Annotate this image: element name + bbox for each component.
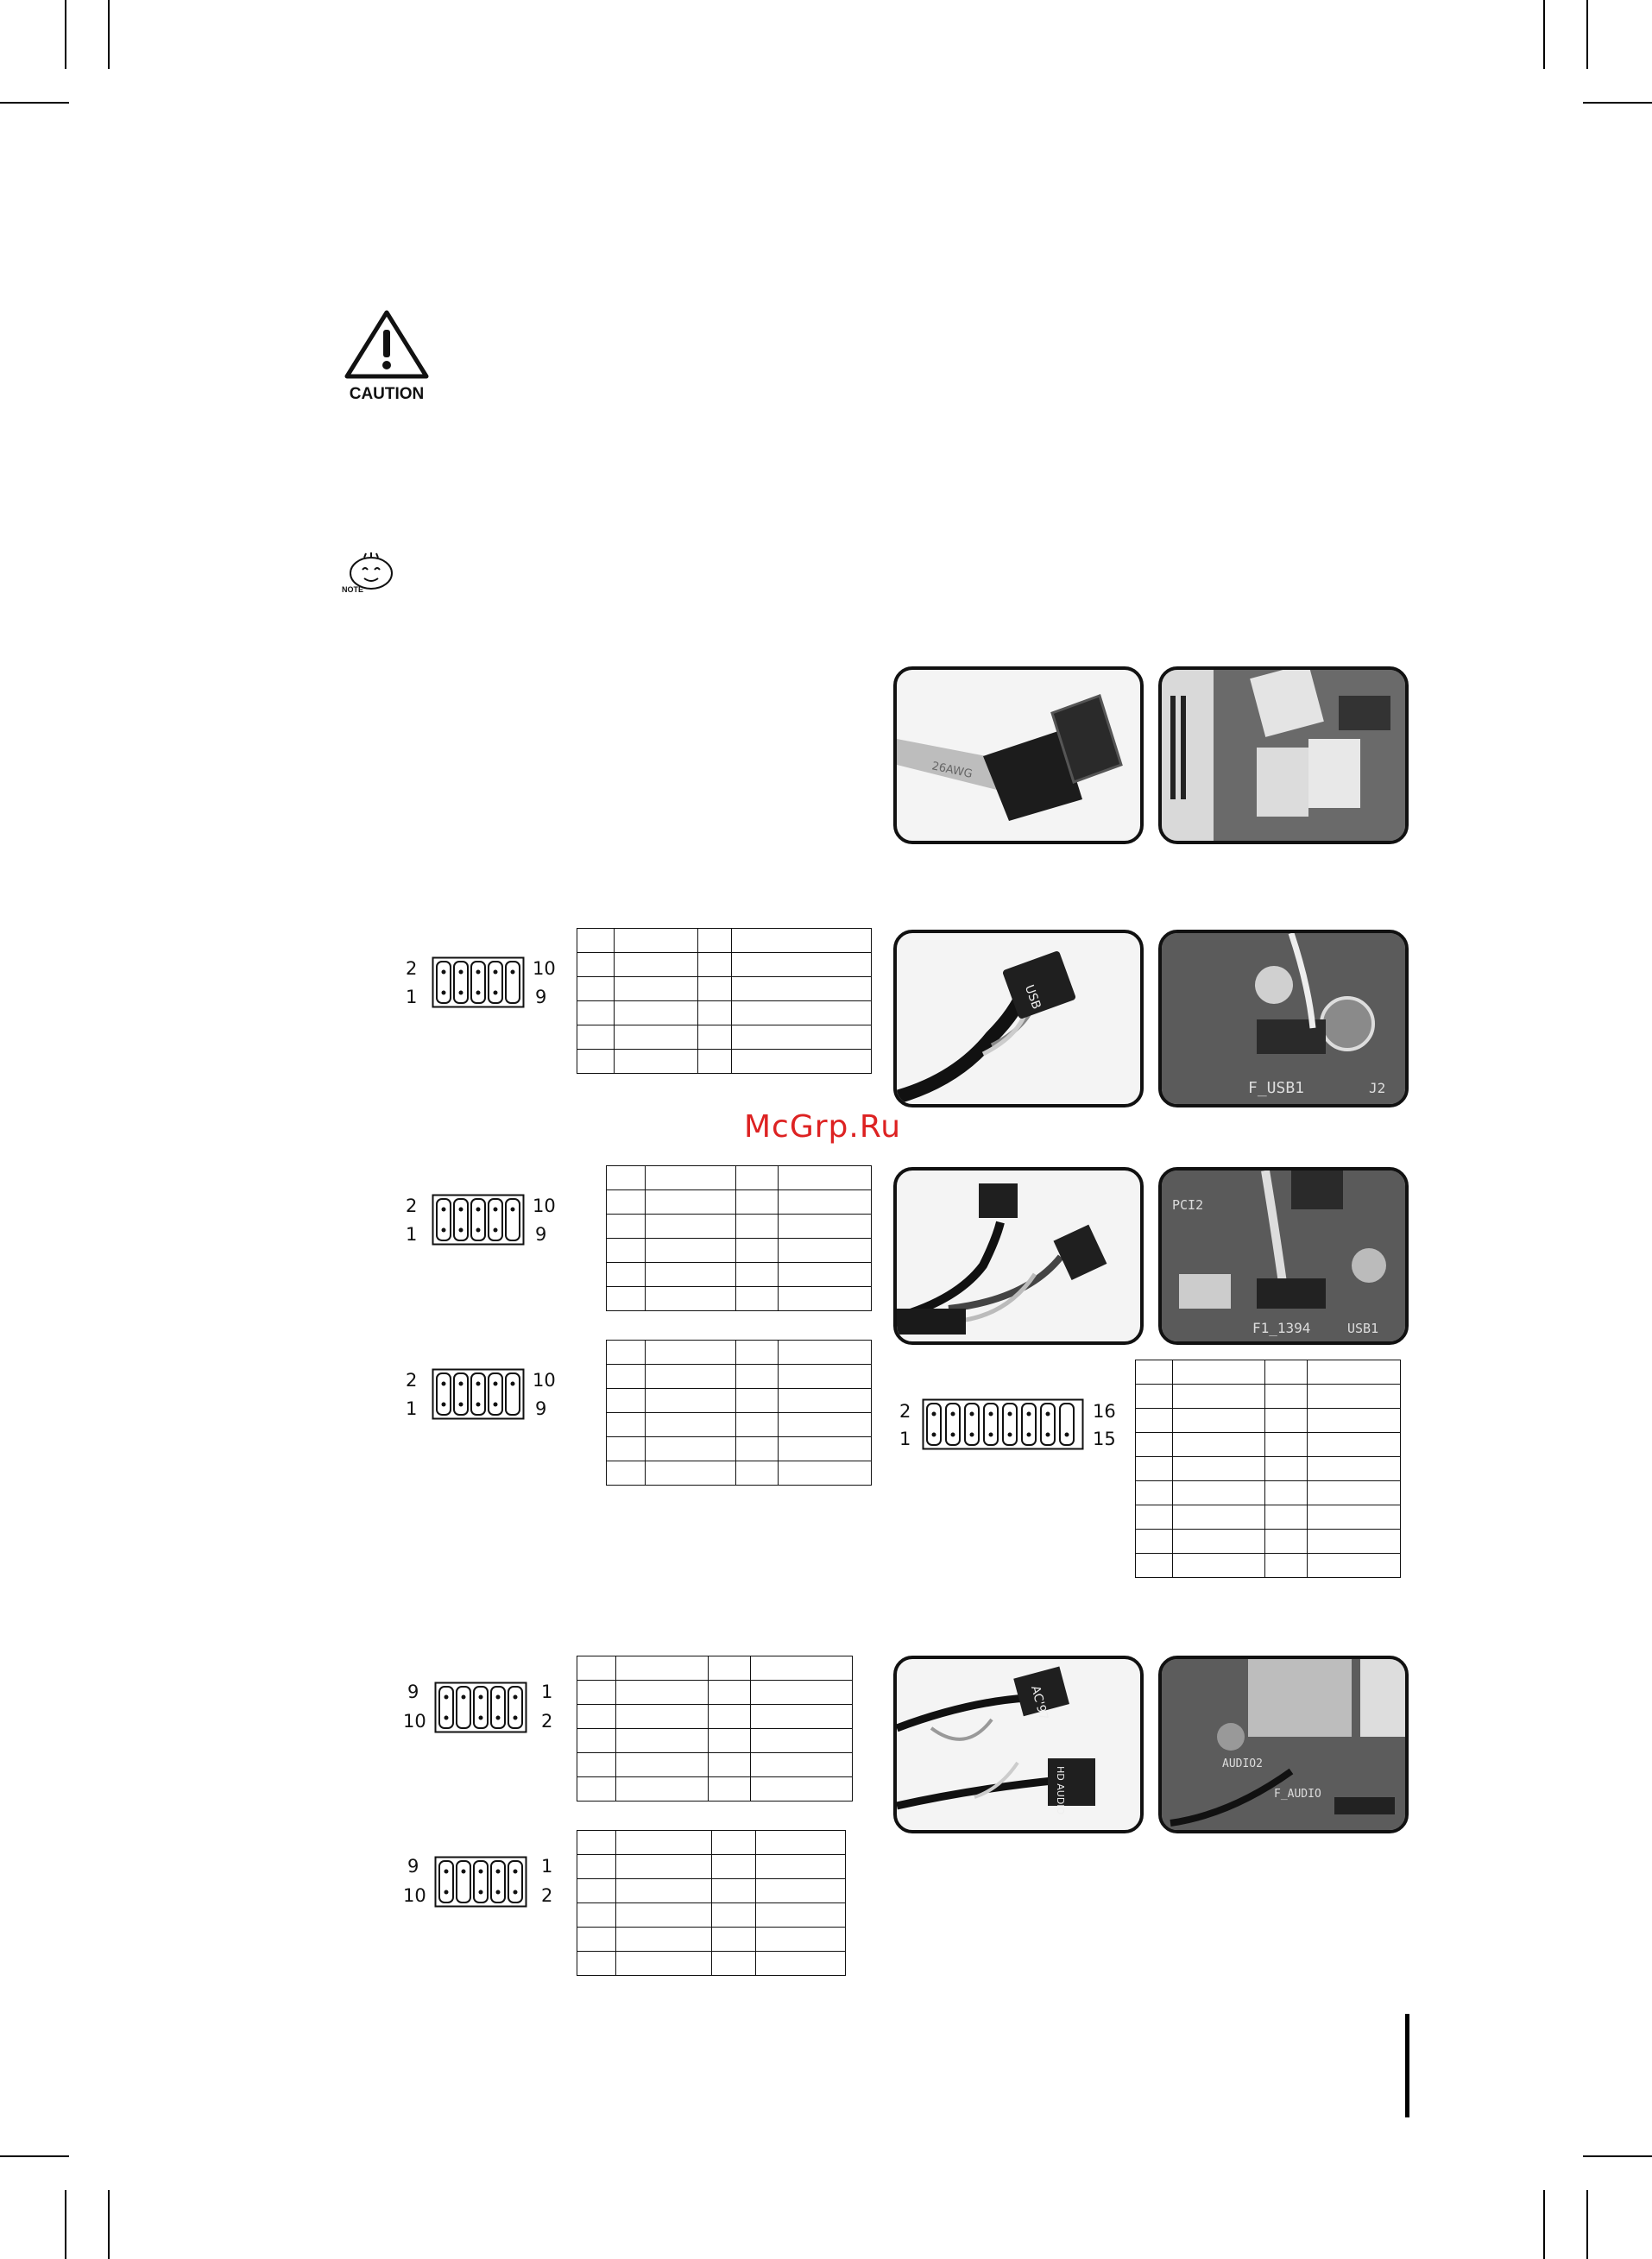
table-row xyxy=(577,1729,853,1753)
f1394-pin-table xyxy=(1135,1360,1401,1578)
audio-a-pin-10: 10 xyxy=(403,1711,426,1732)
crop-mark-bl-v xyxy=(65,2190,66,2259)
audio-a-pin-1: 1 xyxy=(541,1682,553,1702)
audio-board-silk: AUDIO2 xyxy=(1222,1757,1263,1770)
usb-b-pin-1: 1 xyxy=(406,1224,418,1245)
warning-triangle-icon xyxy=(344,309,430,380)
f1394-cable-photo xyxy=(893,1167,1144,1345)
table-row xyxy=(1136,1409,1401,1433)
audio-board-photo xyxy=(1158,1656,1409,1833)
table-row xyxy=(577,1001,872,1025)
table-row xyxy=(1136,1554,1401,1578)
table-row xyxy=(607,1287,872,1311)
note-block xyxy=(338,552,399,600)
crop-mark-tr-v2 xyxy=(1586,0,1588,69)
audio-board-silk-2: F_AUDIO xyxy=(1274,1788,1321,1801)
crop-mark-bl-v2 xyxy=(108,2190,110,2259)
table-row xyxy=(607,1389,872,1413)
table-row xyxy=(577,1656,853,1681)
cable-print-text: 26AWG xyxy=(930,760,974,781)
f1394-pin-16: 16 xyxy=(1093,1401,1116,1422)
table-row xyxy=(1136,1457,1401,1481)
table-row xyxy=(1136,1505,1401,1530)
audio-b-pin-9: 9 xyxy=(407,1856,419,1877)
f1394-board-silk: F1_1394 xyxy=(1252,1320,1311,1336)
audio-cable-photo xyxy=(893,1656,1144,1833)
sata-cable-photo xyxy=(893,666,1144,844)
usb-c-pin-1: 1 xyxy=(406,1398,418,1419)
table-row xyxy=(607,1263,872,1287)
page-edge-bar xyxy=(1405,2014,1409,2117)
audio-b-pin-2: 2 xyxy=(541,1885,553,1906)
table-row xyxy=(607,1215,872,1239)
table-row xyxy=(577,1050,872,1074)
usb-c-pin-2: 2 xyxy=(406,1370,418,1391)
caution-block xyxy=(344,309,430,408)
crop-mark-tl-v2 xyxy=(108,0,110,69)
table-row xyxy=(577,1681,853,1705)
f1394-pin-1: 1 xyxy=(899,1429,911,1449)
table-row xyxy=(577,1753,853,1777)
usb-a-pin-9: 9 xyxy=(535,987,547,1007)
table-row xyxy=(577,1879,846,1903)
table-row xyxy=(1136,1530,1401,1554)
crop-mark-br-v2 xyxy=(1586,2190,1588,2259)
usb-cable-label: USB xyxy=(1021,982,1044,1012)
usb-b-pin-9: 9 xyxy=(535,1224,547,1245)
audio-b-pin-header xyxy=(434,1856,527,1908)
audio-a-pin-9: 9 xyxy=(407,1682,419,1702)
table-row xyxy=(577,977,872,1001)
f1394-board-silk-3: PCI2 xyxy=(1172,1197,1204,1213)
table-row xyxy=(577,953,872,977)
crop-mark-br-v xyxy=(1543,2190,1545,2259)
usb-c-pin-10: 10 xyxy=(533,1370,556,1391)
table-row xyxy=(607,1437,872,1461)
table-row xyxy=(577,1952,846,1976)
table-row xyxy=(1136,1385,1401,1409)
usb-a-pin-table xyxy=(577,928,872,1074)
table-row xyxy=(607,1166,872,1190)
usb-c-pin-table xyxy=(606,1340,872,1486)
table-row xyxy=(1136,1433,1401,1457)
sata-board-photo xyxy=(1158,666,1409,844)
crop-mark-br-h xyxy=(1583,2155,1652,2157)
table-row xyxy=(1136,1481,1401,1505)
usb-a-pin-10: 10 xyxy=(533,958,556,979)
table-row xyxy=(577,1903,846,1928)
f1394-board-photo xyxy=(1158,1167,1409,1345)
watermark: McGrp.Ru xyxy=(744,1109,902,1145)
usb-b-pin-header xyxy=(432,1194,525,1246)
audio-a-pin-header xyxy=(434,1682,527,1733)
crop-mark-tl-v xyxy=(65,0,66,69)
crop-mark-tr-h xyxy=(1583,102,1652,104)
note-label: NOTE xyxy=(342,585,364,594)
usb-board-silk-2: J2 xyxy=(1369,1080,1386,1096)
usb-b-pin-table xyxy=(606,1165,872,1311)
usb-a-pin-header xyxy=(432,956,525,1008)
audio-b-pin-10: 10 xyxy=(403,1885,426,1906)
caution-label: CAUTION xyxy=(349,385,425,403)
table-row xyxy=(1136,1360,1401,1385)
table-row xyxy=(607,1341,872,1365)
table-row xyxy=(607,1239,872,1263)
table-row xyxy=(607,1190,872,1215)
audio-b-pin-1: 1 xyxy=(541,1856,553,1877)
f1394-pin-15: 15 xyxy=(1093,1429,1116,1449)
table-row xyxy=(577,929,872,953)
audio-a-pin-table xyxy=(577,1656,853,1802)
table-row xyxy=(607,1461,872,1486)
audio-b-pin-table xyxy=(577,1830,846,1976)
table-row xyxy=(577,1831,846,1855)
table-row xyxy=(577,1928,846,1952)
table-row xyxy=(577,1777,853,1802)
usb-board-photo xyxy=(1158,930,1409,1107)
crop-mark-tl-h xyxy=(0,102,69,104)
table-row xyxy=(577,1855,846,1879)
usb-b-pin-2: 2 xyxy=(406,1196,418,1216)
usb-c-pin-9: 9 xyxy=(535,1398,547,1419)
f1394-pin-header xyxy=(922,1398,1084,1450)
usb-board-silk: F_USB1 xyxy=(1248,1079,1305,1097)
usb-cable-photo xyxy=(893,930,1144,1107)
usb-c-pin-header xyxy=(432,1368,525,1420)
f1394-pin-2: 2 xyxy=(899,1401,911,1422)
crop-mark-bl-h xyxy=(0,2155,69,2157)
audio-cable-label-2: HD AUDIO xyxy=(1055,1766,1066,1815)
usb-a-pin-2: 2 xyxy=(406,958,418,979)
audio-a-pin-2: 2 xyxy=(541,1711,553,1732)
audio-cable-label-1: AC'97 xyxy=(1028,1684,1051,1722)
table-row xyxy=(607,1413,872,1437)
crop-mark-tr-v xyxy=(1543,0,1545,69)
usb-a-pin-1: 1 xyxy=(406,987,418,1007)
table-row xyxy=(577,1025,872,1050)
table-row xyxy=(577,1705,853,1729)
usb-b-pin-10: 10 xyxy=(533,1196,556,1216)
table-row xyxy=(607,1365,872,1389)
f1394-board-silk-2: USB1 xyxy=(1347,1321,1379,1336)
